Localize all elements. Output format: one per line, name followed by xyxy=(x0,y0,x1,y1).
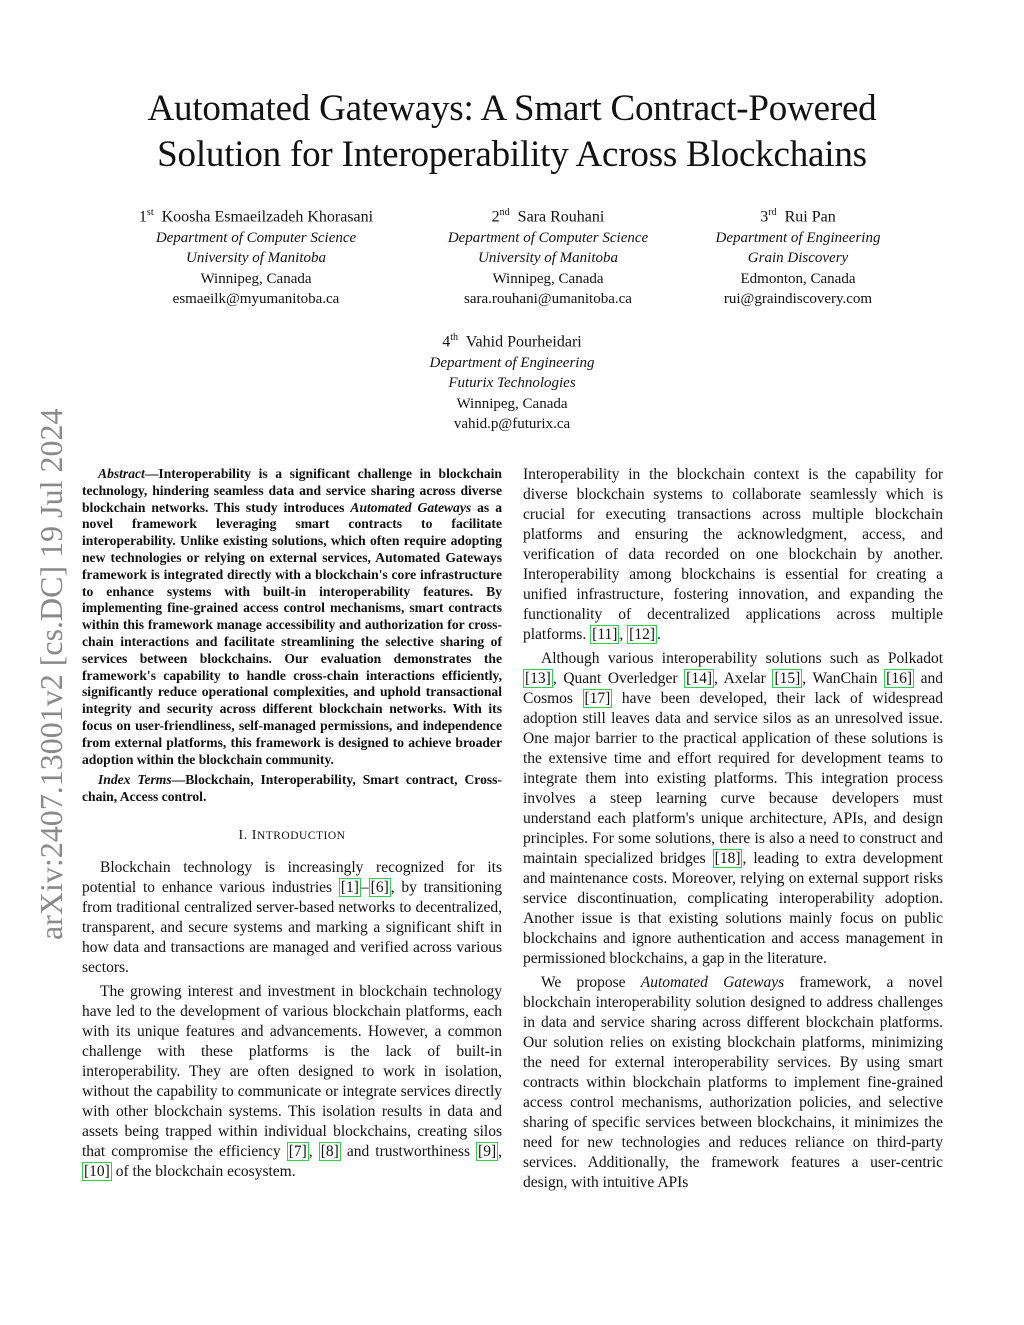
author-location: Winnipeg, Canada xyxy=(456,395,568,412)
section-heading-introduction xyxy=(82,826,502,846)
author-organization: University of Manitoba xyxy=(186,250,326,267)
section-first-letter: I xyxy=(251,827,257,843)
abstract-emphasis: Automated Gateways xyxy=(350,499,472,515)
arxiv-identifier: arXiv:2407.13001v2 [cs.DC] 19 Jul 2024 xyxy=(33,408,69,940)
framework-name-emphasis: Automated Gateways xyxy=(640,974,785,991)
text-run: , Quant Overledger xyxy=(552,670,685,687)
text-run: – xyxy=(360,878,369,896)
author-block-4 xyxy=(362,328,662,435)
author-block-3 xyxy=(648,203,948,310)
author-location: Winnipeg, Canada xyxy=(492,270,604,287)
right-paragraph-0 xyxy=(523,465,943,645)
text-run: , xyxy=(308,1142,319,1160)
paper-title xyxy=(60,86,964,178)
abstract-label: Abstract xyxy=(98,466,145,481)
text-run: Interoperability in the blockchain context is the capability for diverse blockchain systems to collaborate seamlessly which is crucial for executing transactions across multiple blockchain platforms and ensuring the acknowledgment, access, and verification of data recorded on one blockchain by another. Interoperability among blockchains is essential for creating a unified infrastructure, fostering innovation, and expanding the functionality of decentralized applications across multiple platforms. xyxy=(523,466,943,643)
author-ordinal: 2 xyxy=(491,208,500,226)
abstract-dash: — xyxy=(144,466,159,481)
citation-link[interactable]: [12] xyxy=(629,626,655,643)
author-location: Edmonton, Canada xyxy=(740,270,856,287)
right-paragraph-1 xyxy=(523,649,943,969)
section-number: I. xyxy=(238,827,252,843)
author-name-text: Vahid Pourheidari xyxy=(465,333,582,351)
text-run: , Axelar xyxy=(714,670,773,687)
text-run: of the blockchain ecosystem. xyxy=(111,1162,296,1180)
author-organization: Futurix Technologies xyxy=(448,375,576,392)
citation-link[interactable]: [10] xyxy=(84,1162,110,1180)
citation-link[interactable]: [18] xyxy=(714,850,741,867)
author-ordinal-suffix: rd xyxy=(768,207,777,218)
citation-link[interactable]: [11] xyxy=(592,626,618,643)
author-name-text: Sara Rouhani xyxy=(517,208,605,226)
author-department: Department of Computer Science xyxy=(155,229,357,246)
author-name xyxy=(362,328,662,353)
index-terms xyxy=(82,772,502,806)
author-ordinal-suffix: st xyxy=(146,207,154,218)
author-ordinal-suffix: nd xyxy=(499,207,510,218)
text-run: and trustworthiness xyxy=(340,1142,477,1160)
text-run: , leading to extra development and maintenance costs. Moreover, relying on external support risks service discontinuation, complicating interoperability adoption. Another issue is that existing solutions mainly focus on public blockchains and ignore authentication and access management in permissioned blockchains, a gap in the literature. xyxy=(523,850,943,967)
author-email[interactable]: esmaeilk@myumanitoba.ca xyxy=(172,291,340,308)
text-run: , by transitioning from traditional centralized server-based networks to decentralized, transparent, and secure systems and marking a significant shift in how data and transactions are managed and verified across various sectors. xyxy=(82,878,503,976)
intro-paragraph-2 xyxy=(82,982,502,1182)
text-run: The growing interest and investment in blockchain technology have led to the development of various blockchain platforms, each with its unique features and advancements. However, a common challenge with these platforms is the lack of built-in interoperability. They are often designed to work in isolation, without the capability to communicate or integrate services directly with other blockchain systems. This isolation results in data and assets being trapped within individual blockchains, creating silos that compromise the efficiency xyxy=(82,982,502,1160)
citation-link[interactable]: [16] xyxy=(886,670,912,687)
citation-link[interactable]: [6] xyxy=(370,878,389,896)
author-name xyxy=(106,203,406,228)
left-column xyxy=(82,466,502,1182)
citation-link[interactable]: [8] xyxy=(320,1142,339,1160)
section-title-rest: NTRODUCTION xyxy=(256,829,346,842)
text-run: framework, a novel blockchain interoperability solution designed to address challenges in data and service sharing across different blockchain platforms. Our solution relies on existing blockchain platforms, minimizing the need for external interoperability services. By using smart contracts within blockchain platforms to implement fine-grained access control mechanisms, authorization policies, and selective sharing of specific services between blockchains, it minimizes the need for new technologies and reduces reliance on third-party services. Additionally, the framework features a user-centric design, with intuitive APIs xyxy=(523,974,943,1191)
abstract xyxy=(82,466,502,806)
citation-link[interactable]: [14] xyxy=(686,670,712,687)
text-run: , WanChain xyxy=(802,670,885,687)
author-name xyxy=(648,203,948,228)
abstract-paragraph xyxy=(82,466,502,768)
citation-link[interactable]: [15] xyxy=(774,670,801,687)
citation-link[interactable]: [17] xyxy=(584,690,611,707)
citation-link[interactable]: [9] xyxy=(478,1142,497,1160)
author-email[interactable]: sara.rouhani@umanitoba.ca xyxy=(464,291,632,308)
intro-paragraph-1 xyxy=(82,858,502,978)
author-department: Department of Engineering xyxy=(715,229,881,246)
abstract-text-a: Interoperability is a significant challenge in blockchain technology, hindering seamless data and service sharing across diverse blockchain networks. This study introduces xyxy=(82,466,502,515)
citation-link[interactable]: [7] xyxy=(288,1142,307,1160)
citation-link[interactable]: [1] xyxy=(340,878,359,896)
text-run: and Cosmos xyxy=(523,670,943,707)
author-ordinal: 1 xyxy=(138,208,147,226)
title-line-1: Automated Gateways: A Smart Contract-Powered xyxy=(147,88,877,129)
author-department: Department of Engineering xyxy=(429,354,595,371)
citation-link[interactable]: [13] xyxy=(525,670,551,687)
author-organization: Grain Discovery xyxy=(747,250,849,267)
text-run: Blockchain technology is increasingly recognized for its potential to enhance various industries xyxy=(82,858,502,896)
index-terms-text: Blockchain, Interoperability, Smart contract, Cross-chain, Access control. xyxy=(82,772,502,805)
text-run: , xyxy=(619,626,628,643)
text-run: . xyxy=(656,626,661,643)
title-line-2: Solution for Interoperability Across Blockchains xyxy=(157,134,867,175)
author-name-text: Rui Pan xyxy=(784,208,836,226)
author-ordinal: 3 xyxy=(760,208,769,226)
index-terms-dash: — xyxy=(171,772,186,788)
right-paragraph-2 xyxy=(523,973,943,1193)
right-column xyxy=(523,465,943,1193)
text-run: Although various interoperability solutions such as Polkadot xyxy=(541,650,943,667)
index-terms-label: Index Terms xyxy=(98,772,172,788)
author-email[interactable]: rui@graindiscovery.com xyxy=(723,291,873,308)
author-name-text: Koosha Esmaeilzadeh Khorasani xyxy=(161,208,374,226)
author-ordinal-suffix: th xyxy=(450,332,459,343)
author-ordinal: 4 xyxy=(442,333,451,351)
text-run: have been developed, their lack of widespread adoption still leaves data and service silos as an unresolved issue. One major barrier to the practical application of these solutions is the extensive time and effort required for development teams to integrate them into existing platforms. This integration process involves a steep learning curve because developers must understand each platform's unique architecture, APIs, and design principles. For some solutions, there is also a need to construct and maintain specialized bridges xyxy=(523,690,943,867)
author-location: Winnipeg, Canada xyxy=(200,270,312,287)
author-organization: University of Manitoba xyxy=(478,250,618,267)
text-run: We propose xyxy=(541,974,641,991)
author-block-1 xyxy=(106,203,406,310)
author-department: Department of Computer Science xyxy=(447,229,649,246)
author-email[interactable]: vahid.p@futurix.ca xyxy=(453,416,571,433)
abstract-text-b: as a novel framework leveraging smart contracts to facilitate interoperability. Unlike existing solutions, which often require adopting new technologies or relying on external services, Automated Gateways framework is integrated directly with a blockchain's core infrastructure to enhance systems with built-in interoperability features. By implementing fine-grained access control mechanisms, smart contracts within this framework manage accessibility and authorization for cross-chain interactions and facilitate streamlining the selective sharing of services between blockchains. Our evaluation demonstrates the framework's capability to handle cross-chain interactions efficiently, significantly reduce operational complexities, and uphold transactional integrity and security across different blockchain networks. With its focus on user-friendliness, self-managed permissions, and independence from external platforms, this framework is designed to achieve broader adoption within the blockchain community. xyxy=(82,499,502,767)
text-run: , xyxy=(498,1142,502,1160)
